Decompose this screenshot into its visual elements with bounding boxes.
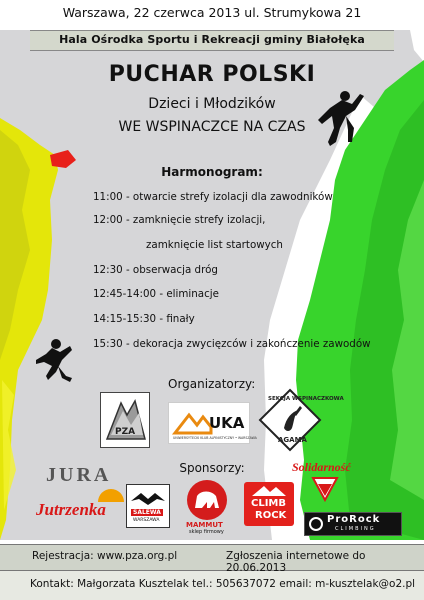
- registration-link[interactable]: Rejestracja: www.pza.org.pl: [32, 550, 178, 562]
- climbrock-logo: [244, 482, 294, 526]
- mammut-logo-text: MAMMUT: [186, 521, 223, 529]
- sponsors-heading: Sponsorzy:: [179, 461, 245, 475]
- uka-logo: [168, 402, 257, 444]
- schedule-item: 12:45-14:00 - eliminacje: [93, 288, 219, 300]
- agama-top-text: SEKCJA WSPINACZKOWA: [268, 396, 344, 402]
- event-title: PUCHAR POLSKI: [108, 62, 316, 87]
- climbrock-mountain-icon: [244, 482, 294, 498]
- schedule-item: 12:30 - obserwacja dróg: [93, 264, 218, 276]
- prorock-logo-text: ProRock: [327, 514, 381, 525]
- schedule-item: 11:00 - otwarcie strefy izolacji dla zawodników: [93, 191, 333, 203]
- uka-logo-text: UKA: [209, 414, 245, 432]
- uka-caption: UNIWERSYTECKI KLUB ALPINISTYCZNY • WARSZAWA: [173, 436, 257, 440]
- agama-bottom-text: AGAMA: [278, 436, 307, 444]
- pza-logo-text: PZA: [115, 427, 136, 437]
- pza-mountain-icon: [101, 393, 149, 447]
- schedule-item: zamknięcie list startowych: [146, 239, 283, 251]
- climbrock-text-2: ROCK: [255, 510, 287, 521]
- jura-logo: JURA: [46, 464, 112, 486]
- salewa-subtext: WARSZAWA: [133, 518, 160, 523]
- date-location: Warszawa, 22 czerwca 2013 ul. Strumykowa 21: [62, 5, 362, 20]
- pza-logo: [100, 392, 150, 448]
- mammut-logo: [178, 478, 236, 536]
- event-subtitle: Dzieci i Młodzików: [148, 96, 276, 112]
- schedule-heading: Harmonogram:: [161, 165, 263, 179]
- contact-info[interactable]: Kontakt: Małgorzata Kusztelak tel.: 505637072 email: m-kusztelak@o2.pl: [30, 578, 416, 590]
- solidarnosc-logo: Solidarność: [292, 460, 351, 474]
- mammut-subtext: sklep firmowy: [189, 529, 224, 535]
- salewa-eagle-icon: [127, 485, 169, 509]
- hall-name: Hala Ośrodka Sportu i Rekreacji gminy Białołęka: [59, 33, 365, 46]
- schedule-item: 14:15-15:30 - finały: [93, 313, 195, 325]
- organizers-heading: Organizatorzy:: [168, 377, 256, 391]
- solidarnosc-emblem-icon: [310, 476, 340, 502]
- salewa-logo: [126, 484, 170, 528]
- event-discipline: WE WSPINACZCE NA CZAS: [118, 119, 306, 135]
- climbrock-text-1: CLIMB: [251, 498, 287, 509]
- prorock-ring-icon: [305, 513, 325, 535]
- salewa-logo-text: SALEWA: [133, 509, 161, 516]
- prorock-subtext: CLIMBING: [335, 526, 376, 532]
- prorock-logo: [304, 512, 402, 536]
- registration-deadline: Zgłoszenia internetowe do 20.06.2013: [226, 550, 366, 574]
- mammut-icon: [178, 478, 236, 522]
- schedule-item: 12:00 - zamknięcie strefy izolacji,: [93, 214, 266, 226]
- jutrzenka-logo: Jutrzenka: [36, 500, 106, 519]
- schedule-item: 15:30 - dekoracja zwycięzców i zakończenie zawodów: [93, 338, 371, 350]
- agama-logo: [258, 388, 344, 452]
